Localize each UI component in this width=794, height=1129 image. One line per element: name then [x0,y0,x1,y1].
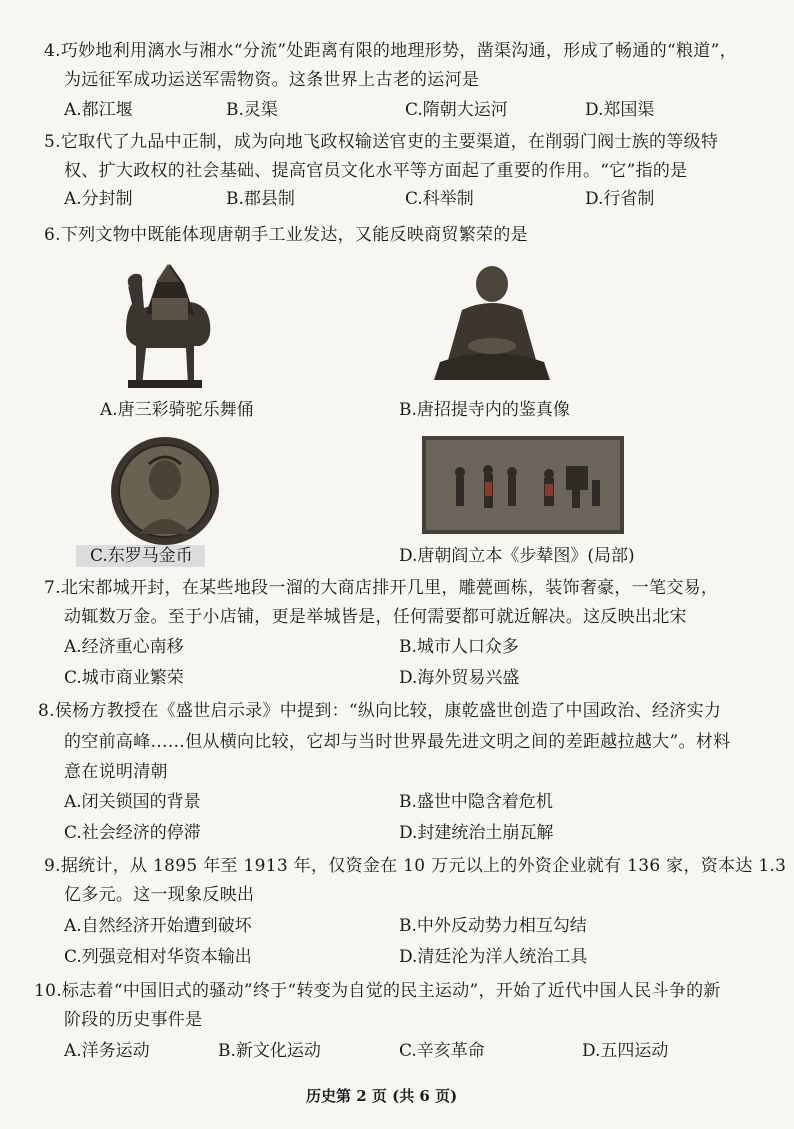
q7-option-d: D.海外贸易兴盛 [399,668,520,688]
q10-line-2: 阶段的历史事件是 [64,1010,203,1030]
q7-option-b: B.城市人口众多 [399,637,519,657]
q6-caption-d: D.唐朝阎立本《步辇图》(局部) [399,546,635,566]
q5-option-a: A.分封制 [64,189,133,209]
q9-option-d: D.清廷沦为洋人统治工具 [399,947,588,967]
q5-option-b: B.郡县制 [226,189,295,209]
q7-option-a: A.经济重心南移 [64,637,184,657]
jianzhen-statue-image [432,262,552,384]
q10-option-a: A.洋务运动 [64,1041,150,1061]
page-footer: 历史第 2 页 (共 6 页) [306,1087,458,1105]
q5-line-2: 权、扩大政权的社会基础、提高官员文化水平等方面起了重要的作用。“它”指的是 [64,161,688,181]
q5-line-1: 5.它取代了九品中正制，成为向地飞政权输送官吏的主要渠道，在削弱门阀士族的等级特 [44,132,719,152]
q4-option-b: B.灵渠 [226,100,278,120]
q8-line-3: 意在说明清朝 [64,762,168,782]
q9-option-a: A.自然经济开始遭到破坏 [64,916,252,936]
q7-option-c: C.城市商业繁荣 [64,668,184,688]
q6-caption-a: A.唐三彩骑驼乐舞俑 [100,400,254,420]
q9-option-c: C.列强竞相对华资本输出 [64,947,252,967]
q8-line-2: 的空前高峰……但从横向比较，它却与当时世界最先进文明之间的差距越拉越大”。材料 [64,732,731,752]
q4-line-2: 为远征军成功运送军需物资。这条世界上古老的运河是 [64,70,480,90]
q4-option-c: C.隋朝大运河 [405,100,508,120]
q5-option-d: D.行省制 [585,189,655,209]
q4-line-1: 4.巧妙地利用漓水与湘水“分流”处距离有限的地理形势，凿渠沟通，形成了畅通的“粮道”， [44,41,737,61]
byzantine-gold-coin-image [109,434,221,548]
q6-caption-c: C.东罗马金币 [76,545,205,567]
q9-line-2: 亿多元。这一现象反映出 [64,885,255,905]
bunian-tu-painting-image [422,436,624,534]
q6-line-1: 6.下列文物中既能体现唐朝手工业发达，又能反映商贸繁荣的是 [44,225,528,245]
q8-option-c: C.社会经济的停滞 [64,823,201,843]
q8-option-d: D.封建统治土崩瓦解 [399,823,554,843]
q10-option-c: C.辛亥革命 [399,1041,485,1061]
q4-option-a: A.都江堰 [64,100,133,120]
q8-option-b: B.盛世中隐含着危机 [399,792,553,812]
q4-option-d: D.郑国渠 [585,100,655,120]
q9-line-1: 9.据统计，从 1895 年至 1913 年，仅资金在 10 万元以上的外资企业就有 136 家，资本达 1.3 [44,856,787,876]
q7-line-1: 7.北宋都城开封，在某些地段一溜的大商店排开几里，雕甍画栋，装饰奢豪，一笔交易， [44,578,719,598]
q7-line-2: 动辄数万金。至于小店铺，更是举城皆是，任何需要都可就近解决。这反映出北宋 [64,607,687,627]
q10-line-1: 10.标志着“中国旧式的骚动”终于“转变为自觉的民主运动”，开始了近代中国人民斗争的新 [34,981,721,1001]
q8-line-1: 8.侯杨方教授在《盛世启示录》中提到：“纵向比较，康乾盛世创造了中国政治、经济实力 [38,701,722,721]
q10-option-b: B.新文化运动 [218,1041,321,1061]
q6-caption-b: B.唐招提寺内的鉴真像 [399,400,570,420]
q8-option-a: A.闭关锁国的背景 [64,792,201,812]
tang-camel-figurine-image [110,258,220,396]
q10-option-d: D.五四运动 [582,1041,669,1061]
q9-option-b: B.中外反动势力相互勾结 [399,916,587,936]
q5-option-c: C.科举制 [405,189,474,209]
